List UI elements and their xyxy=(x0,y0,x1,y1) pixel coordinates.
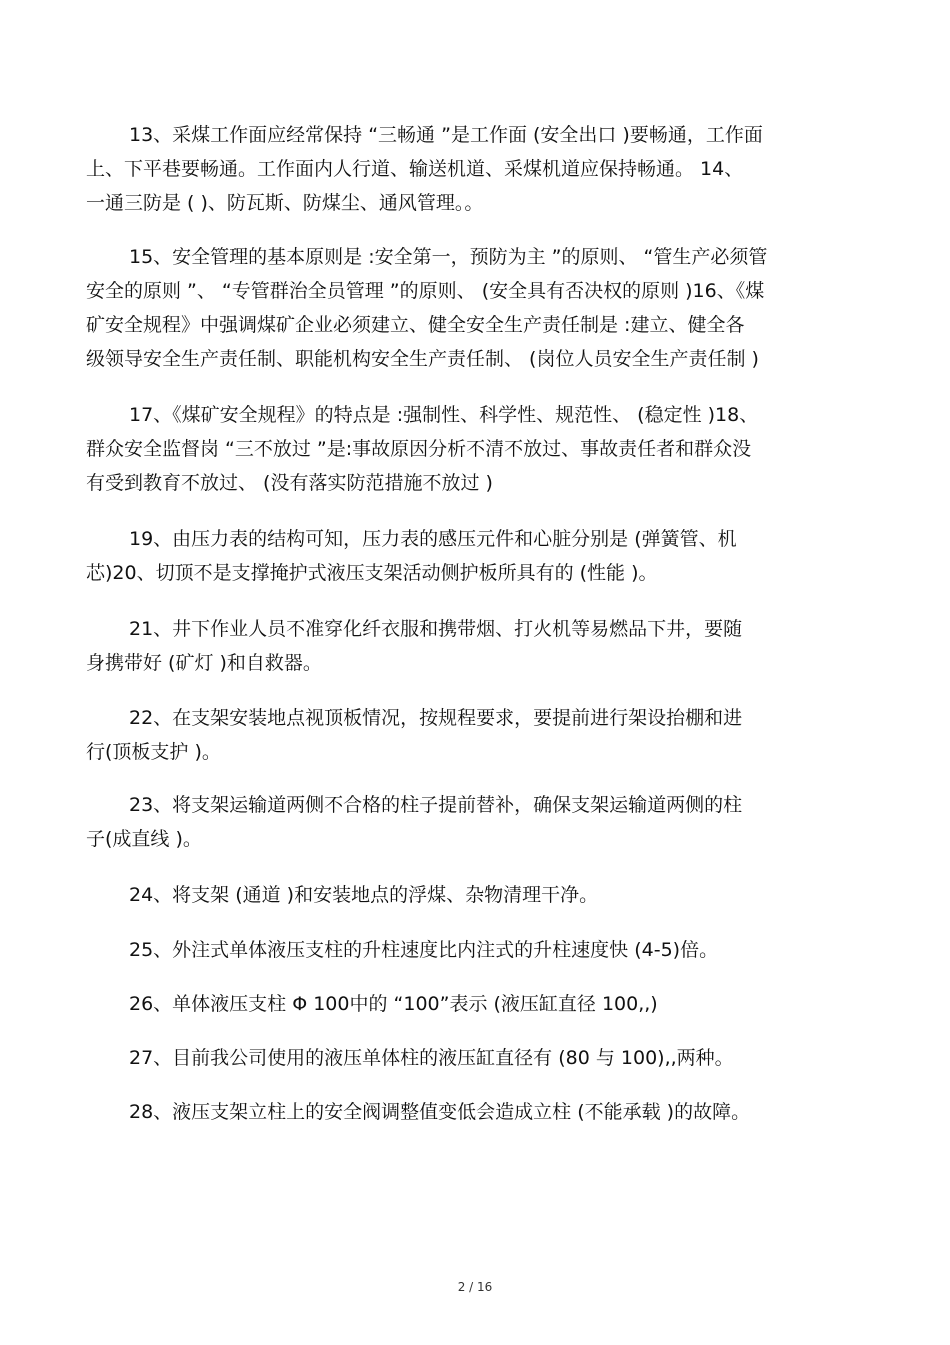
paragraph-26 xyxy=(86,987,876,1021)
paragraph-25 xyxy=(86,933,876,967)
text-line: 23、将支架运输道两侧不合格的柱子提前替补，确保支架运输道两侧的柱 xyxy=(129,794,743,816)
text-line: 行(顶板支护 )。 xyxy=(86,741,221,763)
paragraph-28 xyxy=(86,1095,876,1129)
paragraph-21 xyxy=(86,612,876,680)
text-line: 27、目前我公司使用的液压单体柱的液压缸直径有 (80 与 100),,两种。 xyxy=(129,1047,734,1069)
text-line: 身携带好 (矿灯 )和自救器。 xyxy=(86,652,322,674)
page-number: 2 / 16 xyxy=(457,1280,493,1294)
text-line: 子(成直线 )。 xyxy=(86,828,202,850)
paragraph-27 xyxy=(86,1041,876,1075)
text-line: 21、井下作业人员不准穿化纤衣服和携带烟、打火机等易燃品下井，要随 xyxy=(129,618,743,640)
paragraph-19-20 xyxy=(86,522,876,590)
paragraph-15-16 xyxy=(86,240,876,376)
text-line: 25、外注式单体液压支柱的升柱速度比内注式的升柱速度快 (4-5)倍。 xyxy=(129,939,719,961)
text-line: 芯)20、切顶不是支撑掩护式液压支架活动侧护板所具有的 (性能 )。 xyxy=(86,562,658,584)
text-line: 22、在支架安装地点视顶板情况，按规程要求，要提前进行架设抬棚和进 xyxy=(129,707,743,729)
text-line: 28、液压支架立柱上的安全阀调整值变低会造成立柱 (不能承载 )的故障。 xyxy=(129,1101,751,1123)
text-line: 矿安全规程》中强调煤矿企业必须建立、健全安全生产责任制是 :建立、健全各 xyxy=(86,314,745,336)
text-line: 17、《煤矿安全规程》的特点是 :强制性、科学性、规范性、 (稳定性 )18、 xyxy=(129,404,759,426)
paragraph-23 xyxy=(86,788,876,856)
text-line: 26、单体液压支柱 Φ 100中的 “100”表示 (液压缸直径 100,,) xyxy=(129,993,658,1015)
paragraph-17-18 xyxy=(86,398,876,500)
text-line: 15、安全管理的基本原则是 :安全第一，预防为主 ”的原则、 “管生产必须管 xyxy=(129,246,768,268)
paragraph-24 xyxy=(86,878,876,912)
text-line: 上、下平巷要畅通。工作面内人行道、输送机道、采煤机道应保持畅通。 14、 xyxy=(86,158,744,180)
text-line: 群众安全监督岗 “三不放过 ”是:事故原因分析不清不放过、事故责任者和群众没 xyxy=(86,438,752,460)
paragraph-22 xyxy=(86,701,876,769)
text-line: 级领导安全生产责任制、职能机构安全生产责任制、 (岗位人员安全生产责任制 ) xyxy=(86,348,759,370)
text-line: 24、将支架 (通道 )和安装地点的浮煤、杂物清理干净。 xyxy=(129,884,599,906)
text-line: 一通三防是 ( )、防瓦斯、防煤尘、通风管理。。 xyxy=(86,192,484,214)
text-line: 安全的原则 ”、 “专管群治全员管理 ”的原则、 (安全具有否决权的原则 )16、《煤 xyxy=(86,280,765,302)
text-line: 13、采煤工作面应经常保持 “三畅通 ”是工作面 (安全出口 )要畅通，工作面 xyxy=(129,124,763,146)
text-line: 19、由压力表的结构可知，压力表的感压元件和心脏分别是 (弹簧管、机 xyxy=(129,528,737,550)
text-line: 有受到教育不放过、 (没有落实防范措施不放过 ) xyxy=(86,472,493,494)
paragraph-13-14 xyxy=(86,118,876,220)
